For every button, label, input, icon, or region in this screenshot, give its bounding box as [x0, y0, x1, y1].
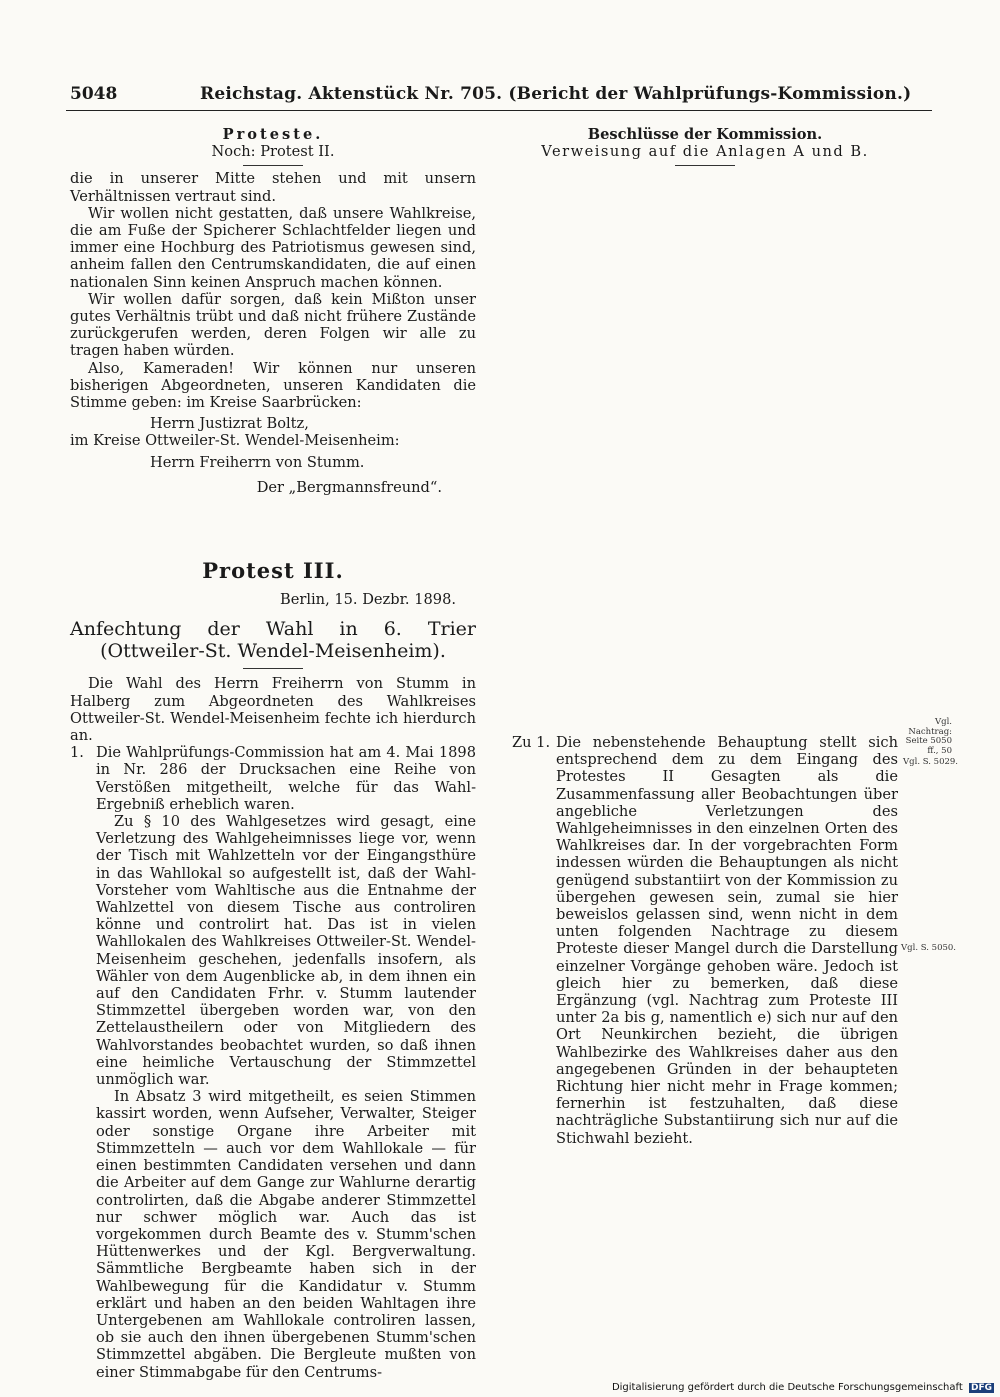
title-rule — [243, 668, 303, 669]
decisions-heading: Beschlüsse der Kommission. — [587, 126, 823, 143]
dfg-logo: DFG — [970, 1383, 992, 1393]
running-title: Reichstag. Aktenstück Nr. 705. (Bericht der Wahlprüfungs-Kommission.) — [200, 84, 912, 104]
page-number: 5048 — [70, 84, 118, 104]
protest-title: Protest III. — [202, 558, 344, 583]
protest-date: Berlin, 15. Dezbr. 1898. — [280, 591, 456, 609]
paragraph: Zu § 10 des Wahlgesetzes wird gesagt, eine Verletzung des Wahlgeheimnisses liege vor, wenn der Tisch mit Wahlzetteln vor der Eingangsthüre in das Wahllokal so aufgestellt ist, daß der Wahl-Vorsteher vom Wahltische aus die Entnahme der Wahlzettel von diesem Tische aus controliren könne und controlirt hat. Das ist in vielen Wahllokalen des Wahlkreises Ottweiler-St. Wendel-Meisenheim geschehen, jedenfalls insofern, als Wähler von dem Augenblicke ab, in dem ihnen ein auf den Candidaten Frhr. v. Stumm lautender Stimmzettel übergeben worden war, von den Zettelaustheilern oder von Mitgliedern des Wahlvorstandes beobachtet wurden, so daß ihnen eine heimliche Vertauschung der Stimmzettel unmöglich war. — [96, 813, 476, 1089]
heading-rule — [243, 165, 303, 166]
item-number: 1. — [70, 744, 84, 762]
credit-text: Digitalisierung gefördert durch die Deutsche Forschungsgemeinschaft — [611, 1382, 963, 1393]
paragraph: Die Wahl des Herrn Freiherrn von Stumm in Halberg zum Abgeordneten des Wahlkreises Ottweiler-St. Wendel-Meisenheim fechte ich hierdurch an. — [70, 675, 476, 745]
signature: Der „Bergmannsfreund“. — [256, 478, 442, 496]
paragraph: die in unserer Mitte stehen und mit unsern Verhältnissen vertraut sind. — [70, 170, 476, 205]
candidate-name: Herrn Justizrat Boltz, — [150, 415, 309, 433]
left-column — [70, 126, 476, 496]
paragraph: Wir wollen nicht gestatten, daß unsere Wahlkreise, die am Fuße der Spicherer Schlachtfelder liegen und immer eine Hochburg des Patriotismus gewesen sind, anheim fallen den Centrumskandidaten, die auf einen nationalen Sinn keinen Anspruch machen können. — [70, 204, 476, 291]
protest-three-section — [70, 558, 476, 1381]
margin-note: Vgl. S. 5029. — [903, 757, 958, 767]
page-header — [70, 84, 930, 108]
contest-title: Anfechtung der Wahl in 6. Trier (Ottweiler-St. Wendel-Meisenheim). — [70, 618, 476, 663]
heading-rule — [675, 165, 735, 166]
paragraph: Wir wollen dafür sorgen, daß kein Mißton unser gutes Verhältnis trübt und daß nicht frühere Zustände zurückgerufen werden, deren Folgen wir alle zu tragen haben würden. — [70, 290, 476, 360]
section-subheading: Noch: Protest II. — [211, 143, 335, 161]
margin-note: Vgl. S. 5050. — [901, 943, 956, 953]
digitization-credit — [612, 1382, 994, 1393]
numbered-item — [70, 744, 476, 1381]
right-column-header — [512, 126, 898, 166]
header-rule — [66, 110, 932, 111]
margin-note: Vgl. Nachtrag: Seite 5050 ff., 50 — [905, 717, 952, 756]
district-line: im Kreise Ottweiler-St. Wendel-Meisenheim: — [70, 432, 400, 450]
paragraph: Die Wahlprüfungs-Commission hat am 4. Mai 1898 in Nr. 286 der Drucksachen eine Reihe von Verstößen mitgetheilt, welche für das Wahl-Ergebniß erheblich waren. — [96, 744, 476, 813]
paragraph: Also, Kameraden! Wir können nur unseren bisherigen Abgeordneten, unseren Kandidaten die Stimme geben: im Kreise Saarbrücken: — [70, 359, 476, 412]
decision-label: Zu 1. — [512, 734, 551, 751]
decision-zu-1 — [512, 734, 898, 1147]
paragraph: In Absatz 3 wird mitgetheilt, es seien Stimmen kassirt worden, wenn Aufseher, Verwalter, Steiger oder sonstige Organe ihre Arbeiter mit Stimmzetteln — auch vor dem Wahllokale — für einen bestimmten Candidaten versehen und dann die Arbeiter auf dem Gange zur Wahlurne derartig controlirten, daß die Abgabe anderer Stimmzettel nur schwer möglich war. Auch das ist vorgekommen durch Beamte des v. Stumm'schen Hüttenwerkes und der Kgl. Bergverwaltung. Sämmtliche Bergbeamte haben sich in der Wahlbewegung für die Kandidatur v. Stumm erklärt und haben an den beiden Wahltagen ihre Untergebenen am Wahllokale controliren lassen, ob sie auch den ihnen übergebenen Stumm'schen Stimmzettel abgäben. Die Bergleute mußten von einer Stimmabgabe für den Centrums- — [96, 1088, 476, 1381]
decision-text: Die nebenstehende Behauptung stellt sich entsprechend dem zu dem Eingang des Protestes II Gesagten als die Zusammenfassung aller Beobachtungen über angebliche Verletzungen des Wahlgeheimnisses in den einzelnen Orten des Wahlkreises dar. In der vorgebrachten Form indessen würden die Behauptungen als nicht genügend substantiirt von der Kommission zu übergehen gewesen sein, zumal sie hier beweislos gelassen sind, wenn nicht in dem unten folgenden Nachtrage zu diesem Proteste dieser Mangel durch die Darstellung einzelner Vorgänge gehoben wäre. Jedoch ist gleich hier zu bemerken, daß diese Ergänzung (vgl. Nachtrag zum Proteste III unter 2a bis g, namentlich e) sich nur auf den Ort Neunkirchen bezieht, die übrigen Wahlbezirke des Wahlkreises daher aus den angegebenen Gründen in der behaupteten Richtung hier nicht mehr in Frage kommen; fernerhin ist festzuhalten, daß diese nachträgliche Substantiirung sich nur auf die Stichwahl bezieht. — [556, 734, 898, 1147]
decisions-subheading: Verweisung auf die Anlagen A und B. — [541, 143, 869, 161]
section-heading: Proteste. — [222, 126, 324, 143]
candidate-name: Herrn Freiherrn von Stumm. — [150, 453, 365, 471]
